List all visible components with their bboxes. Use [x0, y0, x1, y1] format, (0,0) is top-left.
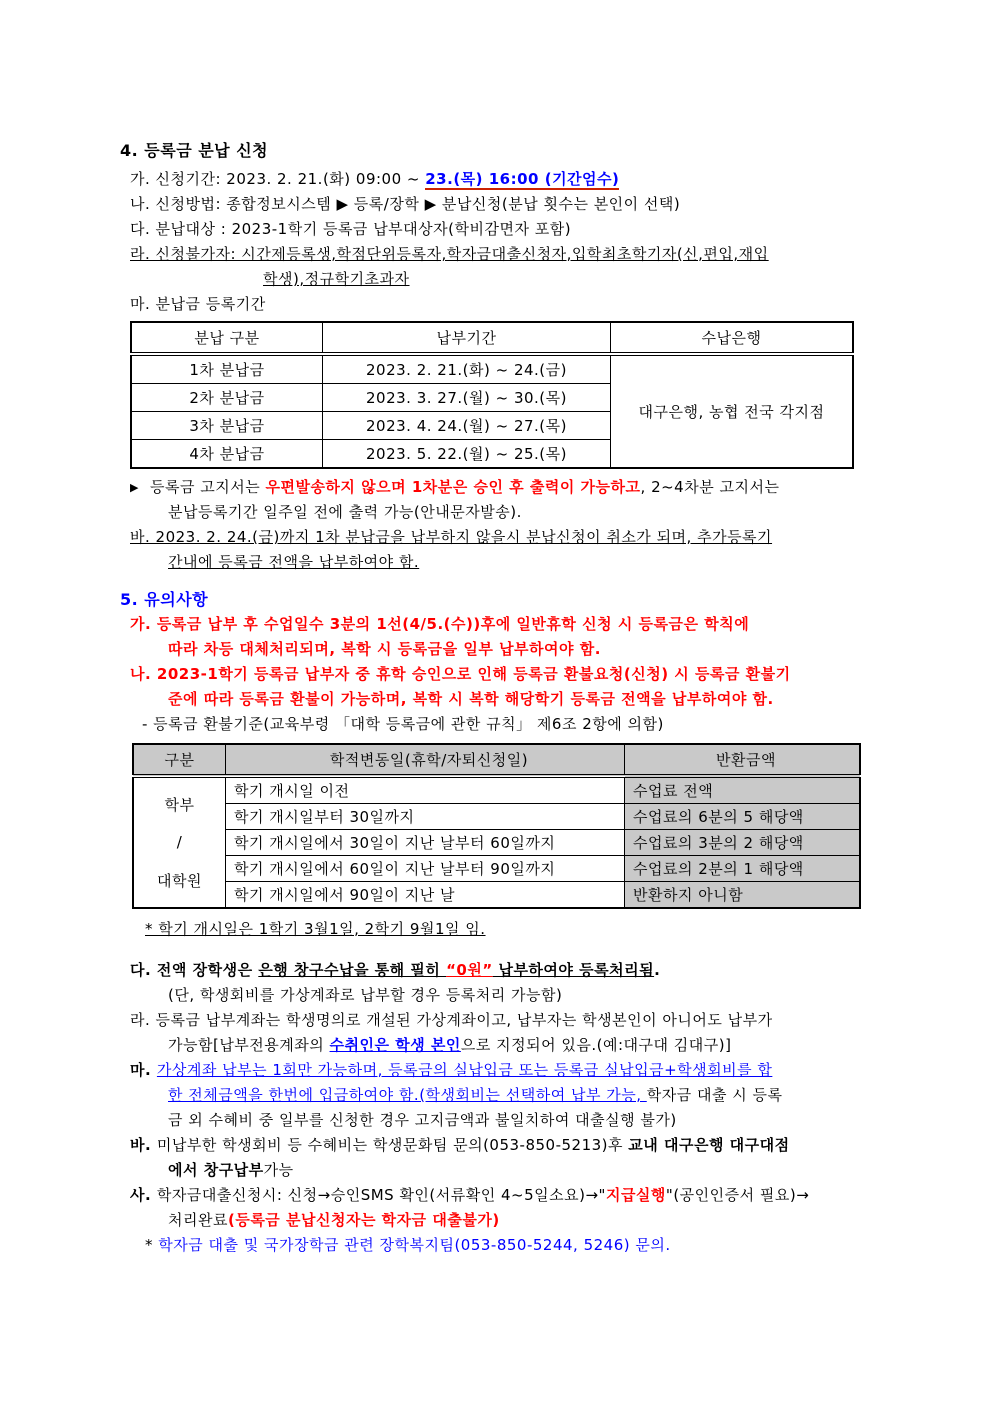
- bill-notice-pre: 등록금 고지서는: [150, 478, 266, 496]
- refund-amt-3: 수업료의 3분의 2 해당액: [625, 830, 861, 856]
- item-4da: 다. 분납대상 : 2023-1학기 등록금 납부대상자(학비감면자 포함): [130, 220, 572, 238]
- item-4ra-line1: 라. 신청불가자: 시간제등록생,학점단위등록자,학자금대출신청자,입학최초학기자(신,편입,재입: [130, 245, 769, 263]
- item-5da-period: .: [654, 961, 661, 979]
- col-header-change-date: 학적변동일(휴학/자퇴신청일): [226, 744, 625, 776]
- item-5ba-line2-post: 가능: [263, 1161, 294, 1179]
- loan-contact-text: 학자금 대출 및 국가장학금 관련 장학복지팀(053-850-5244, 5246) 문의.: [158, 1236, 671, 1254]
- refund-cond-2: 학기 개시일부터 30일까지: [226, 804, 625, 830]
- refund-amt-4: 수업료의 2분의 1 해당액: [625, 856, 861, 882]
- item-5da-underline2: 납부하여야 등록처리됨: [492, 961, 655, 979]
- item-5sa-line2: [168, 1208, 992, 1233]
- installment-4-label: 4차 분납금: [131, 440, 323, 469]
- item-5da-underline1: 은행 창구수납을 통해 필히: [258, 961, 447, 979]
- item-5ma-line2-post: 학자금 대출 시 등록: [646, 1086, 783, 1104]
- col-header-installment: 분납 구분: [131, 322, 323, 354]
- category-grad: 대학원: [157, 871, 202, 890]
- refund-row: [133, 776, 860, 804]
- bill-notice-line2: 분납등록기간 일주일 전에 출력 가능(안내문자발송).: [168, 503, 522, 521]
- virtual-account-notice2: 한 전체금액을 한번에 입금하여야 함.(학생회비는 선택하여 납부 가능,: [168, 1086, 647, 1104]
- installment-1-period: 2023. 2. 21.(화) ~ 24.(금): [323, 354, 611, 384]
- refund-amt-2: 수업료의 6분의 5 해당액: [625, 804, 861, 830]
- loan-execution-highlight: 지급실행: [605, 1186, 666, 1204]
- item-5ba-pre: 미납부한 학생회비 등 수혜비는 학생문화팀 문의(053-850-5213)후: [156, 1136, 629, 1154]
- table-row: [131, 354, 853, 384]
- item-5sa-line2-pre: 처리완료: [168, 1211, 228, 1229]
- receiving-bank-cell: 대구은행, 농협 전국 각지점: [611, 354, 854, 468]
- item-5ra-line1: 라. 등록금 납부계좌는 학생명의로 개설된 가상계좌이고, 납부자는 학생본인이 아니어도 납부가: [130, 1011, 773, 1029]
- installment-2-period: 2023. 3. 27.(월) ~ 30.(목): [323, 384, 611, 412]
- item-5ba-line2-bold: 에서 창구납부: [168, 1161, 264, 1179]
- refund-header-row: [133, 744, 860, 776]
- item-5ga-line1: 가. 등록금 납부 후 수업일수 3분의 1선(4/5.(수))후에 일반휴학 신청 시 등록금은 학칙에: [130, 615, 750, 633]
- item-5na-line1: 나. 2023-1학기 등록금 납부자 중 휴학 승인으로 인해 등록금 환불요청(신청) 시 등록금 환불기: [130, 665, 791, 683]
- table-header-row: [131, 322, 853, 354]
- refund-row: [133, 804, 860, 830]
- col-header-category: 구분: [133, 744, 226, 776]
- installment-1-label: 1차 분납금: [131, 354, 323, 384]
- col-header-refund-amount: 반환금액: [625, 744, 861, 776]
- refund-row: [133, 856, 860, 882]
- asterisk-mark: *: [145, 1236, 159, 1254]
- item-5ma-label: 마.: [130, 1061, 157, 1079]
- item-4na: 나. 신청방법: 종합정보시스템 ▶ 등록/장학 ▶ 분납신청(분납 횟수는 본인이 선택): [130, 195, 681, 213]
- item-4ma: 마. 분납금 등록기간: [130, 295, 266, 313]
- installment-3-label: 3차 분납금: [131, 412, 323, 440]
- virtual-account-notice1: 가상계좌 납부는 1회만 가능하며, 등록금의 실납입금 또는 등록금 실납입금+학생회비를 합: [156, 1061, 773, 1079]
- category-slash: /: [176, 833, 183, 852]
- refund-table: [132, 743, 861, 909]
- item-5da-sub: (단, 학생회비를 가상계좌로 납부할 경우 등록처리 가능함): [168, 986, 563, 1004]
- item-5ma-line1: [130, 1058, 992, 1083]
- refund-standard-line: - 등록금 환불기준(교육부령 「대학 등록금에 관한 규칙」 제6조 2항에 의함): [142, 715, 664, 733]
- bill-notice-line1: [130, 475, 992, 500]
- refund-cond-3: 학기 개시일에서 30일이 지난 날부터 60일까지: [226, 830, 625, 856]
- refund-row: [133, 830, 860, 856]
- item-4ga-text: 가. 신청기간: 2023. 2. 21.(화) 09:00 ~: [130, 170, 426, 188]
- item-5sa-line1: [130, 1183, 992, 1208]
- item-5ga-line2: 따라 차등 대체처리되며, 복학 시 등록금을 일부 납부하여야 함.: [168, 640, 601, 658]
- refund-row: [133, 882, 860, 909]
- item-5sa-post: "(공인인증서 필요)→: [665, 1186, 810, 1204]
- item-5ba-line2: [168, 1158, 992, 1183]
- category-group-cell: [133, 776, 226, 908]
- refund-amt-5: 반환하지 아니함: [625, 882, 861, 909]
- loan-restriction-highlight: (등록금 분납신청자는 학자금 대출불가): [227, 1211, 500, 1229]
- refund-cond-4: 학기 개시일에서 60일이 지난 날부터 90일까지: [226, 856, 625, 882]
- installment-4-period: 2023. 5. 22.(월) ~ 25.(목): [323, 440, 611, 469]
- payee-highlight: 수취인은 학생 본인: [329, 1036, 461, 1054]
- item-5ba-label: 바.: [130, 1136, 157, 1154]
- item-4ra-line2: 학생),정규학기초과자: [263, 270, 410, 288]
- item-4ba-line1: 바. 2023. 2. 24.(금)까지 1차 분납금을 납부하지 않을시 분납신청이 취소가 되며, 추가등록기: [130, 528, 773, 546]
- item-5ma-line2: [168, 1083, 992, 1108]
- application-deadline: 23.(목) 16:00 (기간엄수): [425, 170, 620, 188]
- section5-title: 5. 유의사항: [120, 590, 209, 609]
- installment-3-period: 2023. 4. 24.(월) ~ 27.(목): [323, 412, 611, 440]
- item-5ra-post: 으로 지정되어 있음.(예:대구대 김대구)]: [460, 1036, 732, 1054]
- installment-schedule-table: [130, 321, 854, 469]
- col-header-period: 납부기간: [323, 322, 611, 354]
- item-4ba-line2: 간내에 등록금 전액을 납부하여야 함.: [168, 553, 420, 571]
- semester-start-note: * 학기 개시일은 1학기 3월1일, 2학기 9월1일 임.: [145, 920, 486, 938]
- item-5ma-line3: 금 외 수혜비 중 일부를 신청한 경우 고지금액과 불일치하여 대출실행 불가): [168, 1111, 677, 1129]
- col-header-bank: 수납은행: [611, 322, 854, 354]
- item-5da-pre: 다. 전액 장학생은: [130, 961, 259, 979]
- item-5sa-label: 사.: [130, 1186, 157, 1204]
- loan-contact-line: [145, 1233, 992, 1258]
- section4-title: 4. 등록금 분납 신청: [120, 141, 269, 160]
- item-5ra-line2: [168, 1033, 992, 1058]
- item-5ba-line1: [130, 1133, 992, 1158]
- bank-branch-highlight: 교내 대구은행 대구대점: [628, 1136, 790, 1154]
- zero-won-highlight: “0원”: [446, 961, 493, 979]
- refund-cond-1: 학기 개시일 이전: [226, 776, 625, 804]
- refund-amt-1: 수업료 전액: [625, 776, 861, 804]
- item-5ra-pre: 가능함[납부전용계좌의: [168, 1036, 330, 1054]
- triangle-bullet-icon: ▶: [130, 481, 139, 494]
- bill-notice-red: 우편발송하지 않으며 1차분은 승인 후 출력이 가능하고: [265, 478, 641, 496]
- bill-notice-post: , 2~4차분 고지서는: [640, 478, 780, 496]
- item-5na-line2: 준에 따라 등록금 환불이 가능하며, 복학 시 복학 해당학기 등록금 전액을 납부하여야 함.: [168, 690, 774, 708]
- installment-2-label: 2차 분납금: [131, 384, 323, 412]
- refund-cond-5: 학기 개시일에서 90일이 지난 날: [226, 882, 625, 909]
- item-4ga: [130, 167, 992, 192]
- item-5da: [130, 958, 992, 983]
- item-5sa-pre: 학자금대출신청시: 신청→승인SMS 확인(서류확인 4~5일소요)→": [156, 1186, 606, 1204]
- category-undergrad: 학부: [164, 796, 195, 815]
